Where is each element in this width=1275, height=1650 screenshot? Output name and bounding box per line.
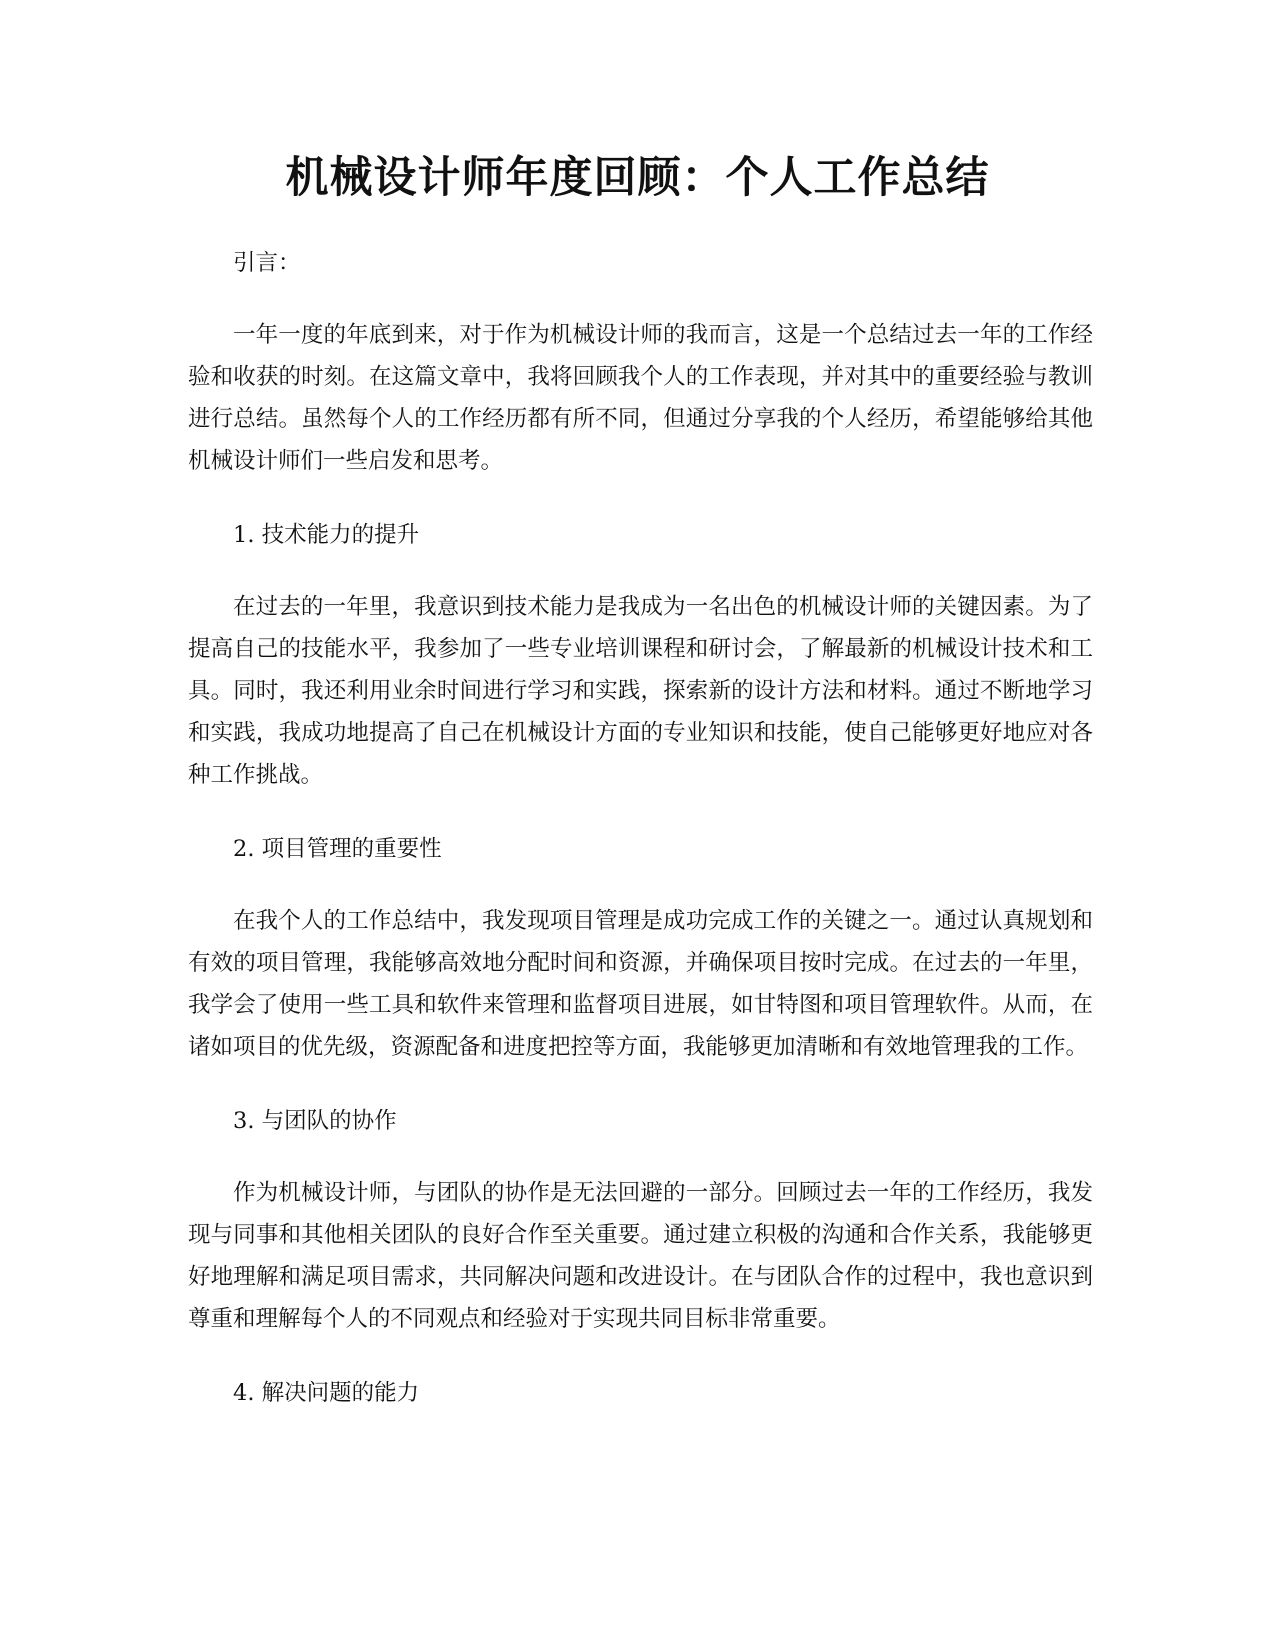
document-body [188, 242, 1093, 1444]
section-heading-intro: 引言： [233, 250, 301, 276]
section-heading-1: 1. 技术能力的提升 [233, 522, 420, 548]
paragraph-intro: 一年一度的年底到来，对于作为机械设计师的我而言，这是一个总结过去一年的工作经验和收获的时刻。在这篇文章中，我将回顾我个人的工作表现，并对其中的重要经验与教训进行总结。虽然每个人的工作经历都有所不同，但通过分享我的个人经历，希望能够给其他机械设计师们一些启发和思考。 [188, 322, 1093, 474]
document-title: 机械设计师年度回顾：个人工作总结 [285, 153, 990, 203]
section-heading-3: 3. 与团队的协作 [233, 1108, 397, 1134]
paragraph-1: 在过去的一年里，我意识到技术能力是我成为一名出色的机械设计师的关键因素。为了提高自己的技能水平，我参加了一些专业培训课程和研讨会，了解最新的机械设计技术和工具。同时，我还利用业余时间进行学习和实践，探索新的设计方法和材料。通过不断地学习和实践，我成功地提高了自己在机械设计方面的专业知识和技能，使自己能够更好地应对各种工作挑战。 [188, 594, 1093, 788]
paragraph-3: 作为机械设计师，与团队的协作是无法回避的一部分。回顾过去一年的工作经历，我发现与同事和其他相关团队的良好合作至关重要。通过建立积极的沟通和合作关系，我能够更好地理解和满足项目需求，共同解决问题和改进设计。在与团队合作的过程中，我也意识到尊重和理解每个人的不同观点和经验对于实现共同目标非常重要。 [188, 1180, 1093, 1332]
section-heading-2: 2. 项目管理的重要性 [233, 836, 442, 862]
section-heading-4: 4. 解决问题的能力 [233, 1380, 420, 1406]
paragraph-2: 在我个人的工作总结中，我发现项目管理是成功完成工作的关键之一。通过认真规划和有效的项目管理，我能够高效地分配时间和资源，并确保项目按时完成。在过去的一年里，我学会了使用一些工具和软件来管理和监督项目进展，如甘特图和项目管理软件。从而，在诸如项目的优先级，资源配备和进度把控等方面，我能够更加清晰和有效地管理我的工作。 [188, 908, 1093, 1060]
